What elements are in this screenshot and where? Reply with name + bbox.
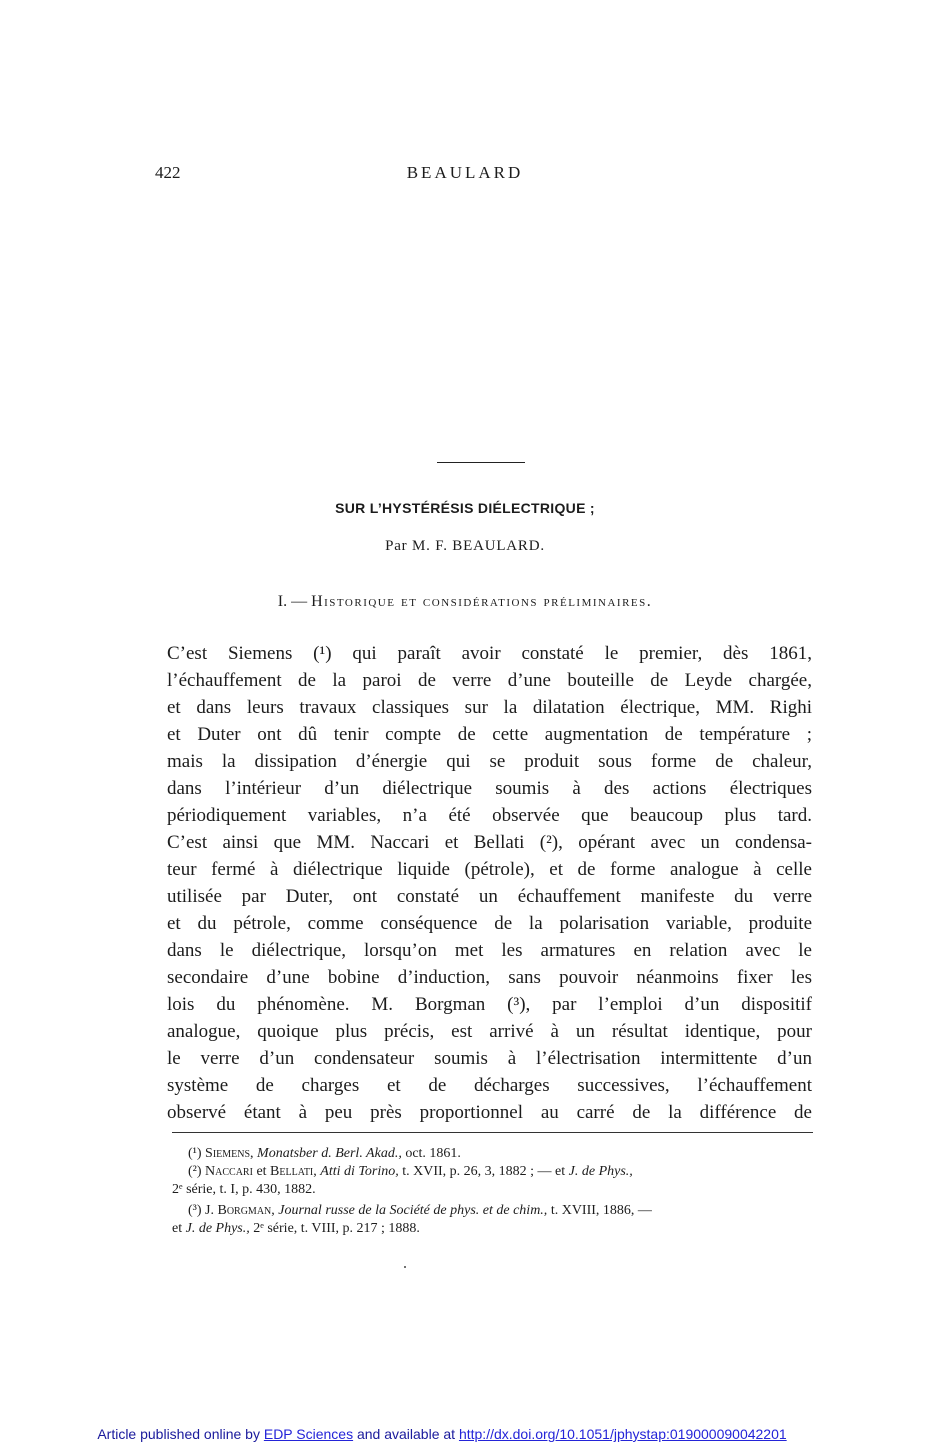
body-line: dans l’intérieur d’un diélectrique soumis à des actions électriques [167, 778, 812, 799]
footnote-1 [188, 1146, 461, 1162]
section-number: I. — [277, 593, 308, 610]
footnote-details: oct. 1861. [405, 1146, 461, 1161]
page-number: 422 [155, 163, 181, 182]
footnote-author: J. Borgman, [205, 1203, 275, 1218]
footnote-author: Bellati, [270, 1164, 317, 1179]
body-line: observé étant à peu près proportionnel au carré de la différence de [167, 1102, 812, 1123]
footnote-author: Siemens, [205, 1146, 254, 1161]
footnote-3-continued [172, 1221, 420, 1237]
body-line: système de charges et de décharges successives, l’échauffement [167, 1075, 812, 1096]
footnote-number: (²) [188, 1164, 202, 1179]
footnote-details: t. XVIII, 1886, — [550, 1203, 652, 1218]
speck-mark [404, 1266, 406, 1268]
footnote-rule [172, 1132, 813, 1133]
doi-link[interactable]: http://dx.doi.org/10.1051/jphystap:019000090042201 [458, 1426, 787, 1442]
body-line: mais la dissipation d’énergie qui se produit sous forme de chaleur, [167, 751, 812, 772]
footer-prefix: Article published online by [97, 1426, 260, 1442]
footnote-work: Journal russe de la Société de phys. et de chim., [278, 1203, 548, 1218]
footnote-connector: et [172, 1221, 183, 1236]
author-line: Par M. F. BEAULARD. [385, 538, 545, 554]
section-title: Historique et considérations préliminaires. [311, 593, 653, 610]
article-title: SUR L’HYSTÉRÉSIS DIÉLECTRIQUE ; [335, 500, 595, 516]
footer-middle: and available at [356, 1426, 456, 1442]
footnote-3 [188, 1203, 652, 1219]
footnote-2 [188, 1164, 633, 1180]
body-line: dans le diélectrique, lorsqu’on met les armatures en relation avec le [167, 940, 812, 961]
footnote-details: 2ᵉ série, t. VIII, p. 217 ; 1888. [253, 1221, 420, 1236]
footnote-author: Naccari [205, 1164, 253, 1179]
body-line: et du pétrole, comme conséquence de la polarisation variable, produite [167, 913, 812, 934]
body-line: utilisée par Duter, ont constaté un échauffement manifeste du verre [167, 886, 812, 907]
running-head: BEAULARD [406, 163, 524, 182]
footnote-number: (³) [188, 1203, 202, 1218]
footnote-work: Atti di Torino, [320, 1164, 399, 1179]
section-heading [0, 593, 930, 611]
body-line: lois du phénomène. M. Borgman (³), par l’emploi d’un dispositif [167, 994, 812, 1015]
footnote-connector: et [256, 1164, 267, 1179]
edp-sciences-link[interactable]: EDP Sciences [263, 1426, 354, 1442]
footnote-work: Monatsber d. Berl. Akad., [257, 1146, 402, 1161]
body-line: et Duter ont dû tenir compte de cette augmentation de température ; [167, 724, 812, 745]
footnote-number: (¹) [188, 1146, 202, 1161]
footnote-2-continued: 2ᵉ série, t. I, p. 430, 1882. [172, 1182, 316, 1197]
body-line: et dans leurs travaux classiques sur la dilatation électrique, MM. Righi [167, 697, 812, 718]
body-line: C’est Siemens (¹) qui paraît avoir constaté le premier, dès 1861, [167, 643, 812, 664]
body-line: teur fermé à diélectrique liquide (pétrole), et de forme analogue à celle [167, 859, 812, 880]
footnote-work: J. de Phys., [568, 1164, 633, 1179]
footnote-details: t. XVII, p. 26, 3, 1882 ; — et [402, 1164, 566, 1179]
publication-footer [0, 1426, 884, 1442]
footnote-work: J. de Phys., [185, 1221, 250, 1236]
body-line: C’est ainsi que MM. Naccari et Bellati (²), opérant avec un condensa- [167, 832, 812, 853]
body-line: l’échauffement de la paroi de verre d’une bouteille de Leyde chargée, [167, 670, 812, 691]
body-line: secondaire d’une bobine d’induction, sans pouvoir néanmoins fixer les [167, 967, 812, 988]
body-line: analogue, quoique plus précis, est arrivé à un résultat identique, pour [167, 1021, 812, 1042]
body-line: le verre d’un condensateur soumis à l’électrisation intermittente d’un [167, 1048, 812, 1069]
body-line: périodiquement variables, n’a été observée que beaucoup plus tard. [167, 805, 812, 826]
title-rule [437, 462, 525, 463]
